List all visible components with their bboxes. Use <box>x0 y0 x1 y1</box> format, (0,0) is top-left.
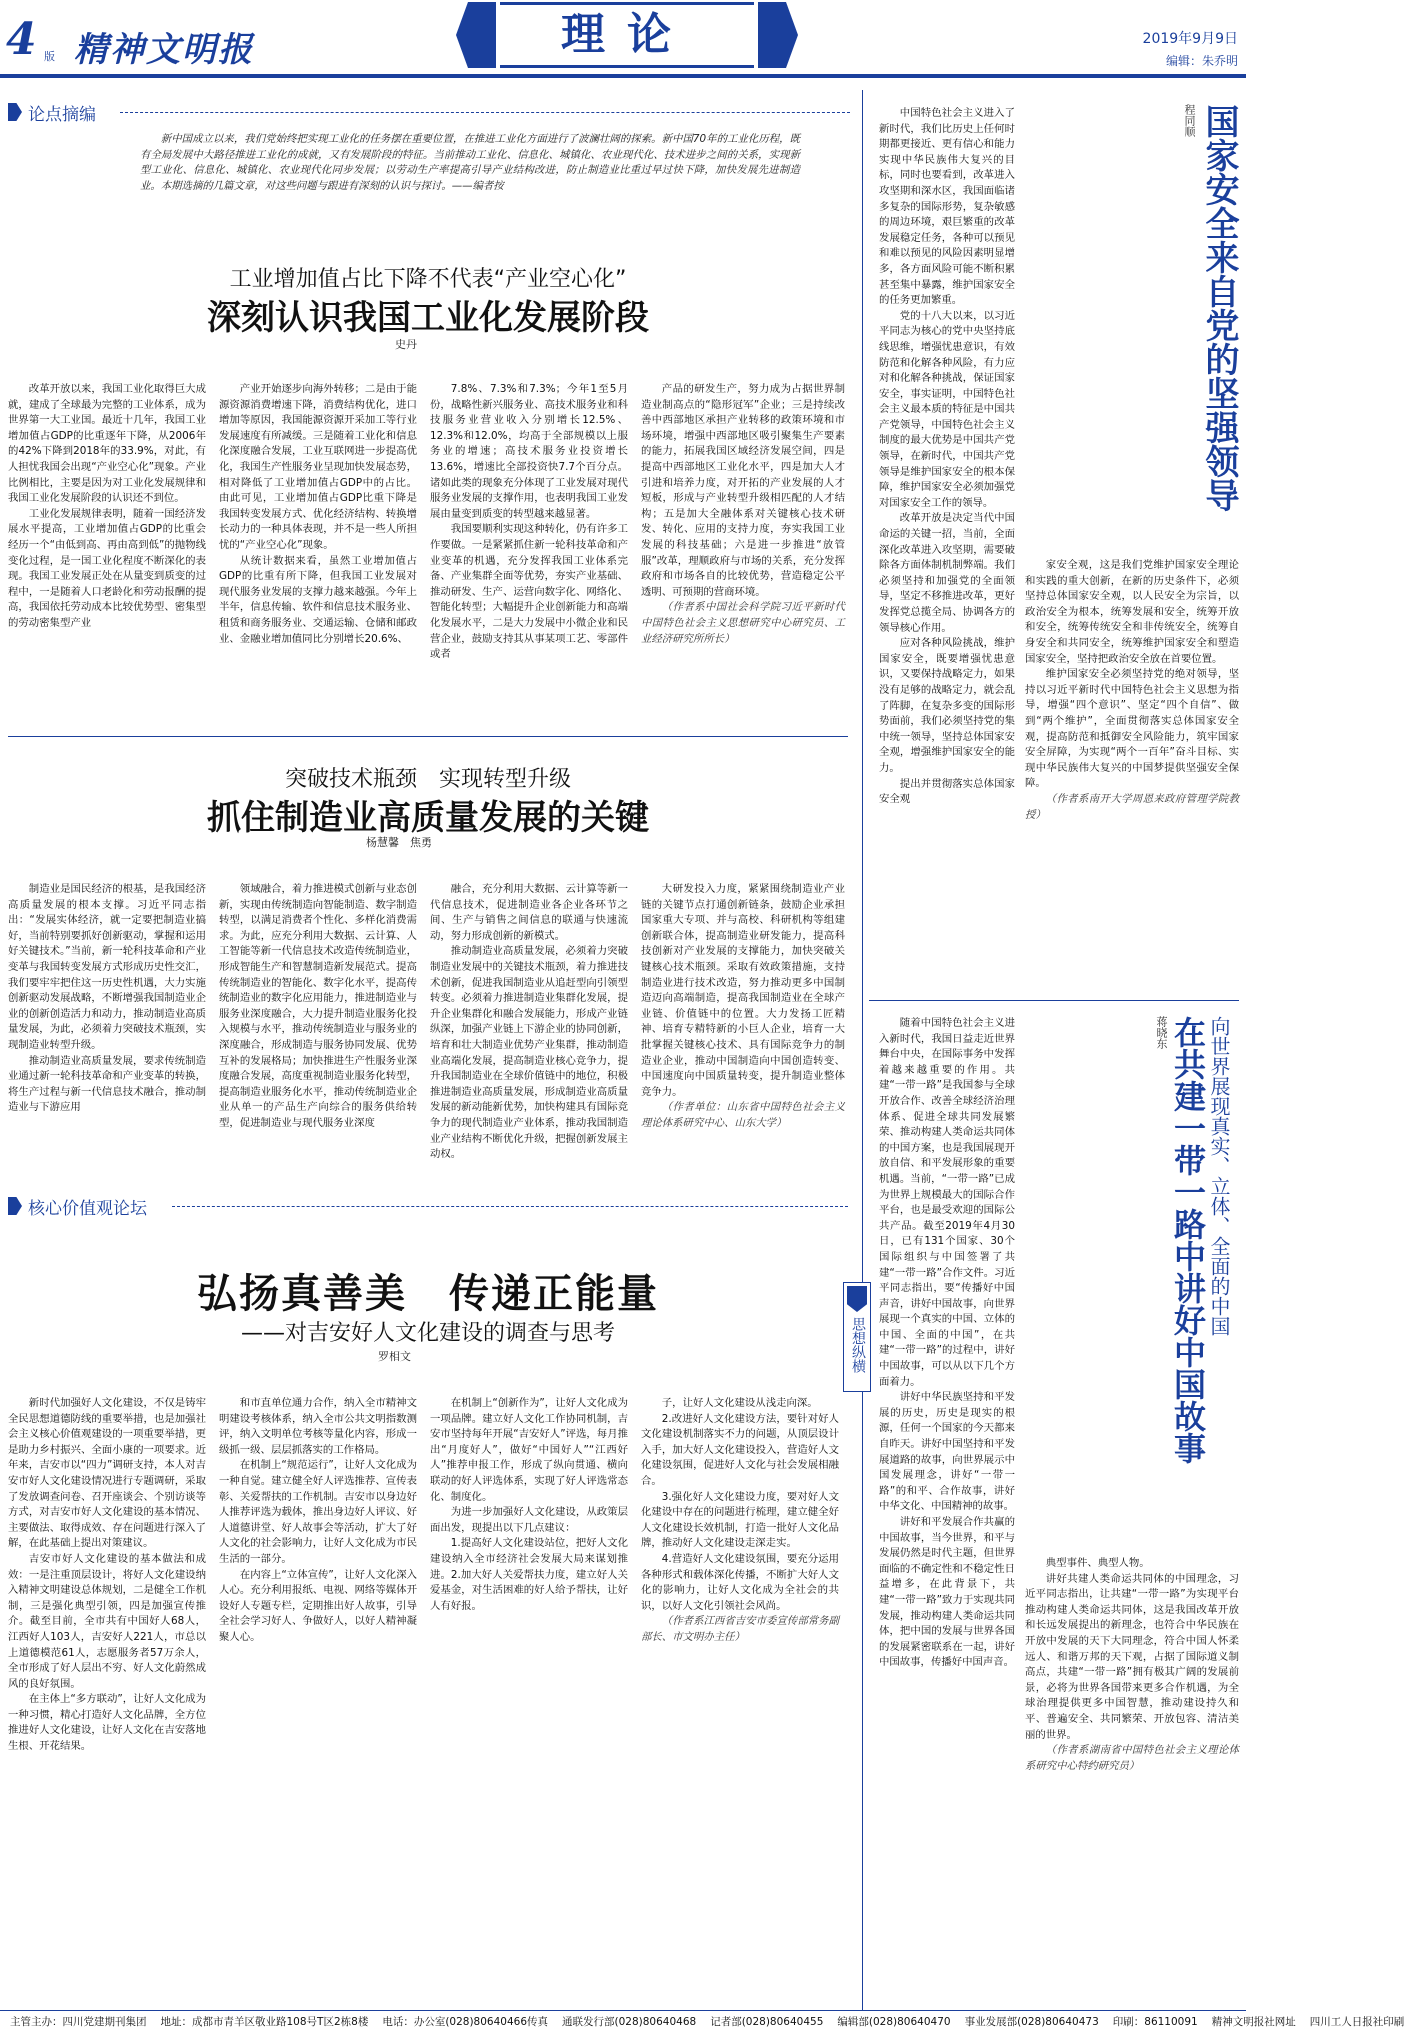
article3-col1 <box>8 1396 206 2004</box>
right-article1-col2 <box>1025 558 1239 986</box>
article2-col1 <box>8 882 206 1192</box>
right-arrow-icon <box>758 2 798 68</box>
paragraph: 推动制造业高质量发展，要求传统制造业通过新一轮科技革命和产业变革的转换，将生产过程与新一代信息技术融合，推动制造业与下游应用 <box>8 1054 206 1114</box>
footer-item: 四川工人日报社印刷 <box>1309 2016 1404 2028</box>
right-article2-kicker: 向世界展现真实、立体、全面的中国 <box>1207 1016 1231 1336</box>
masthead-rule <box>0 74 1246 78</box>
paragraph: 在机制上“规范运行”，让好人文化成为一种自觉。建立健全好人评选推荐、宣传表彰、关爱帮扶的工作机制。吉安市以身边好人推荐评选为载体，推出身边好人评议、好人道德讲堂、好人故事会等活动，扩大了好人文化的社会影响力，让好人文化成为市民生活的一部分。 <box>219 1459 417 1565</box>
footer-item: 主管主办：四川党建期刊集团 <box>10 2016 147 2028</box>
article2-byline: 杨慧馨 焦勇 <box>366 836 432 849</box>
right-article1-col1 <box>879 106 1015 986</box>
paragraph: 讲好共建人类命运共同体的中国理念，习近平同志指出，让共建“一带一路”为实现平台推动构建人类命运共同体，这是我国改革开放和长远发展提出的新理念，也符合中华民族在开放中发展的天下大同理念，符合中国人怀柔远人、和谐万邦的天下观，占据了国际道义制高点，共建“一带一路”拥有极其广阔的发展前景，必将为世界各国带来更多合作机遇，为全球治理提供更多中国智慧，推动建设持久和平、普遍安全、共同繁荣、开放包容、清洁美丽的世界。 <box>1025 1572 1239 1741</box>
section-banner <box>456 2 798 68</box>
footer <box>10 2014 1404 2029</box>
issue-date: 2019年9月9日 <box>1142 31 1238 47</box>
footer-rule <box>0 2010 1246 2011</box>
section-tag-hexin <box>8 1194 147 1218</box>
paragraph: 在机制上“创新作为”，让好人文化成为一项品牌。建立好人文化工作协同机制，吉安市坚持每年开展“吉安好人”评选，每月推出“月度好人”，做好“中国好人”“江西好人”推荐申报工作，形成了纵向贯通、横向联动的好人评选体系，实现了好人评选常态化、制度化。 <box>430 1397 628 1503</box>
author-note: （作者系南开大学周恩来政府管理学院教授） <box>1025 792 1239 821</box>
paragraph: 党的十八大以来，以习近平同志为核心的党中央坚持底线思维，增强忧患意识，有效防范和化解各种风险，有力应对和化解各种挑战，保证国家安全，事实证明，中国特色社会主义最本质的特征是中国共产党领导，中国特色社会主义制度的最大优势是中国共产党领导，在新时代，中国共产党领导是维护国家安全的根本保障，维护国家安全必须加强党对国家安全工作的领导。 <box>879 309 1015 509</box>
paragraph: 提出并贯彻落实总体国家安全观 <box>879 777 1015 806</box>
right-article2-col2 <box>1025 1556 1239 2000</box>
paragraph: 讲好和平发展合作共赢的中国故事，当今世界，和平与发展仍然是时代主题，但世界面临的不确定性和不稳定性日益增多，在此背景下，共建“一带一路”致力于实现共同发展，推动构建人类命运共同体，把中国的发展与世界各国的发展紧密联系在一起，讲好中国故事，传播好中国声音。 <box>879 1516 1015 1669</box>
footer-item: 事业发展部(028)80640473 <box>964 2016 1099 2028</box>
article1-col1 <box>8 382 206 698</box>
author-note: （作者系湖南省中国特色社会主义理论体系研究中心特约研究员） <box>1025 1744 1239 1772</box>
footer-item: 电话：办公室(028)80640466传真 <box>382 2016 549 2028</box>
article3-title: 弘扬真善美 传递正能量 <box>197 1271 659 1317</box>
footer-item: 地址：成都市青羊区敬业路108号T区2栋8楼 <box>160 2016 369 2028</box>
paragraph: 从统计数据来看，虽然工业增加值占GDP的比重有所下降，但我国工业发展对现代服务业发展的支撑力越来越强。今年上半年，信息传输、软件和信息技术服务业、租赁和商务服务业、交通运输、仓储和邮政业、金融业增加值同比分别增长20.6%、 <box>219 554 417 645</box>
author-note: （作者单位：山东省中国特色社会主义理论体系研究中心、山东大学） <box>641 1101 845 1129</box>
section-tag-label: 论点摘编 <box>28 104 96 125</box>
paragraph: 产品的研发生产，努力成为占据世界制造业制高点的“隐形冠军”企业；三是持续改善中西部地区承担产业转移的政策环境和市场环境，增强中西部地区吸引聚集生产要素的能力，拓展我国区域经济发展空间，四是提高中西部地区工业化水平，四是加大人才引进和培养力度，对开拓的产业发展的人才短板，形成与产业转型升级相匹配的人才结构；五是加大全融体系对关键核心技术研发、转化、应用的支持力度，夯实我国工业发展的科技基础；六是进一步推进“放管服”改革，理顺政府与市场的关系，充分发挥政府和市场各自的比较优势，营造稳定公平透明、可预期的营商环境。 <box>641 383 845 598</box>
page-number: 4 <box>6 14 37 65</box>
right-article2-title: 在共建一带一路中讲好中国故事 <box>1169 1016 1207 1464</box>
footer-item: 印刷：86110091 <box>1112 2016 1198 2028</box>
intro-text: 新中国成立以来，我们党始终把实现工业化的任务摆在重要位置，在推进工业化方面进行了波澜壮阔的探索。新中国70年的工业化历程，既有全局发展中大路径推进工业化的成就，又有发展阶段的特征。当前推动工业化、信息化、城镇化、农业现代化、技术进步之间的关系，实现新型工业化、信息化、城镇化、农业现代化同步发展；以劳动生产率提高引导产业结构改进，防止制造业比重过早过快下降，加快发展先进制造业。本期选摘的几篇文章，对这些问题与跟进有深刻的认识与探讨。——编者按 <box>140 133 800 192</box>
article2-col4 <box>641 882 845 1192</box>
paragraph: 1.提高好人文化建设站位，把好人文化建设纳入全市经济社会发展大局来谋划推进。2.加大好人关爱帮扶力度，建立好人关爱基金，对生活困难的好人给予帮扶，让好人有好报。 <box>430 1537 628 1612</box>
page-ban-label: 版 <box>44 50 55 63</box>
section-tag-label: 核心价值观论坛 <box>28 1198 147 1219</box>
paragraph: 产业开始逐步向海外转移；二是由于能源资源消费增速下降，消费结构优化，进口增加等原因，我国能源资源开采加工等行业发展速度有所减缓。三是随着工业化和信息化深度融合发展，工业互联网进一步提高优化，我国生产性服务业呈现加快发展态势，相对降低了工业增加值占GDP中的占比。由此可见，工业增加值占GDP比重下降是我国转变发展方式、优化经济结构、转换增长动力的一种具体表现，并不是一些人所担忧的“产业空心化”现象。 <box>219 383 417 551</box>
paragraph: 子，让好人文化建设从浅走向深。 <box>661 1397 818 1409</box>
paragraph: 随着中国特色社会主义进入新时代，我国日益走近世界舞台中央，在国际事务中发挥着越来越重要的作用。共建“一带一路”是我国参与全球开放合作、改善全球经济治理体系、促进全球共同发展繁荣、推动构建人类命运共同体的中国方案，也是我国展现开放自信、和平发展形象的重要机遇。当前，“一带一路”已成为世界上规模最大的国际合作平台，也是最受欢迎的国际公共产品。截至2019年4月30日，已有131个国家、30个国际组织与中国签署了共建“一带一路”合作文件。习近平同志指出，要“传播好中国声音，讲好中国故事，向世界展现一个真实的中国、立体的中国、全面的中国”，在共建“一带一路”的过程中，讲好中国故事，可以从以下几个方面着力。 <box>879 1017 1015 1388</box>
paragraph: 7.8%、7.3%和7.3%；今年1至5月份，战略性新兴服务业、高技术服务业和科技服务业营业收入分别增长12.5%、12.3%和12.0%，均高于全部规模以上服务业的增速；高技术服务业投资增长13.6%，增速比全部投资快7.7个百分点。诸如此类的现象充分体现了工业发展对现代服务业发展的支撑作用，也表明我国工业发展由量变到质变的转型越来越显著。 <box>430 383 628 520</box>
right-divider <box>869 1000 1239 1001</box>
masthead <box>0 0 1246 80</box>
article2-col3 <box>430 882 628 1192</box>
author-note: （作者系江西省吉安市委宣传部常务副部长、市文明办主任） <box>641 1615 839 1643</box>
left-arrow-icon <box>456 2 496 68</box>
paragraph: 改革开放是决定当代中国命运的关键一招，当前，全面深化改革进入攻坚期，需要破除各方面体制机制弊端。我们必须坚持和加强党的全面领导，坚定不移推进改革，更好发挥党总揽全局、协调各方的领导核心作用。 <box>879 512 1015 634</box>
section-tag-sixiang <box>843 1282 871 1392</box>
paragraph: 家安全观，这是我们党维护国家安全理论和实践的重大创新，在新的历史条件下，必须坚持总体国家安全观，以人民安全为宗旨，以政治安全为根本，统筹发展和安全，统筹开放和安全，统筹传统安全和非传统安全，统筹自身安全和共同安全，统筹维护国家安全和塑造国家安全，坚持把政治安全放在首要位置。 <box>1025 559 1239 665</box>
paragraph: 在主体上“多方联动”，让好人文化成为一种习惯，精心打造好人文化品牌，全方位推进好人文化建设，让好人文化在吉安落地生根、开花结果。 <box>8 1693 206 1753</box>
article3-col4 <box>641 1396 839 2004</box>
article-divider <box>8 736 848 737</box>
article3-col3 <box>430 1396 628 2004</box>
paragraph: 制造业是国民经济的根基，是我国经济高质量发展的根本支撑。习近平同志指出：“发展实体经济，就一定要把制造业搞好，当前特别要抓好创新驱动，掌握和运用好关键技术。”当前，新一轮科技革命和产业变革与我国转变发展方式形成历史性交汇，我们要牢牢把住这一历史性机遇，大力实施创新驱动发展战略，不断增强我国制造业企业的创新创造活力和动力，推动制造业高质量发展，为此，必须着力突破技术瓶颈，实现制造业转型升级。 <box>8 883 206 1051</box>
article1-byline: 史丹 <box>395 338 417 351</box>
paragraph: 领域融合，着力推进模式创新与业态创新，实现由传统制造向智能制造、数字制造转型，以满足消费者个性化、多样化消费需求。为此，应充分利用大数据、云计算、人工智能等新一代信息技术改造传统制造业，形成智能生产和智慧制造新发展范式。提高传统制造业的智能化、数字化水平，提高传统制造业的数字化应用能力，推进制造业与服务业深度融合，大力提升制造业服务化投入规模与水平，推动传统制造业与服务业的深度融合，形成制造与服务协同发展、优势互补的发展格局；加快推进生产性服务业深度融合发展，高度重视制造业服务化转型，提高制造业服务化水平，推动传统制造业企业从单一的产品生产向综合的服务供给转型，促进制造业与现代服务业深度 <box>219 883 417 1129</box>
paragraph: 和市直单位通力合作，纳入全市精神文明建设考核体系，纳入全市公共文明指数测评，纳入文明单位考核等量化内容，形成一级抓一级、层层抓落实的工作格局。 <box>219 1397 417 1456</box>
editor-intro <box>140 132 800 194</box>
right-article2-col1 <box>879 1016 1015 2000</box>
issue-editor: 编辑：朱乔明 <box>1165 54 1238 68</box>
arrow-marker-icon <box>8 1197 22 1215</box>
flag-marker-icon <box>847 1286 867 1312</box>
paragraph: 维护国家安全必须坚持党的绝对领导，坚持以习近平新时代中国特色社会主义思想为指导，增强“四个意识”、坚定“四个自信”、做到“两个维护”，全面贯彻落实总体国家安全观，提高防范和抵御安全风险能力，筑牢国家安全屏障，为实现“两个一百年”奋斗目标、实现中华民族伟大复兴的中国梦提供坚强安全保障。 <box>1025 668 1239 790</box>
paragraph: 应对各种风险挑战，维护国家安全，既要增强忧患意识，又要保持战略定力，如果没有足够的战略定力，就会乱了阵脚，在复杂多变的国际形势面前，我们必须坚持党的集中统一领导，坚持总体国家安全观，增强维护国家安全的能力。 <box>879 637 1015 774</box>
right-column <box>862 90 1242 2010</box>
article1-col3 <box>430 382 628 698</box>
section-tag-label: 思想纵横 <box>850 1317 866 1373</box>
right-article2-author: 蒋晓东 <box>1155 1016 1168 1049</box>
article1-col4 <box>641 382 845 698</box>
section-rule <box>172 1206 848 1207</box>
section-title: 理论 <box>500 2 754 68</box>
right-article1-author: 程同顺 <box>1183 104 1196 137</box>
paragraph: 中国特色社会主义进入了新时代，我们比历史上任何时期都更接近、更有信心和能力实现中华民族伟大复兴的目标，同时也要看到，改革进入攻坚期和深水区，我国面临诸多复杂的国际形势，复杂敏感的周边环境，艰巨繁重的改革发展稳定任务，各种可以预见和难以预见的风险因素明显增多，各方面风险可能不断积累甚至集中暴露，维护国家安全的任务更加繁重。 <box>879 107 1015 307</box>
paragraph: 我国要顺利实现这种转化，仍有许多工作要做。一是紧紧抓住新一轮科技革命和产业变革的机遇，充分发挥我国工业体系完备、产业集群全面等优势，夯实产业基础、推动研发、生产、运营向数字化、网络化、智能化转型；大幅提升企业创新能力和高端化发展水平，二是大力发展中小微企业和民营企业，鼓励支持其从事某项工艺、零部件或者 <box>430 523 628 661</box>
paragraph: 改革开放以来，我国工业化取得巨大成就，建成了全球最为完整的工业体系，成为世界第一大工业国。最近十几年，我国工业增加值占GDP的比重逐年下降，从2006年的42%下降到2018年的33.9%，对此，有人担忧我国会出现“产业空心化”现象。产业比例相比，主要是因为对工业化发展规律和我国工业化发展阶段的认识还不到位。 <box>8 383 206 505</box>
article2-col2 <box>219 882 417 1192</box>
paragraph: 大研发投入力度，紧紧围绕制造业产业链的关键节点打通创新链条，鼓励企业承担国家重大专项、并与高校、科研机构等组建创新联合体，提高制造业研发能力，提高科技创新对产业发展的支撑能力，加快突破关键核心技术瓶颈。采取有效政策措施，支持制造业进行技术改造，努力推动更多中国制造迈向高端制造，提高我国制造业在全球产业链、价值链中的位置。大力发扬工匠精神、培育专精特新的小巨人企业，培育一大批掌握关键核心技术、具有国际竞争力的制造业企业，推动中国制造向中国创造转变、中国速度向中国质量转变，提升制造业整体竞争力。 <box>641 883 845 1098</box>
article1-col2 <box>219 382 417 698</box>
paragraph: 为进一步加强好人文化建设，从政策层面出发，现提出以下几点建议： <box>430 1506 628 1534</box>
author-note: （作者系中国社会科学院习近平新时代中国特色社会主义思想研究中心研究员、工业经济研究所所长） <box>641 601 845 645</box>
footer-item: 通联发行部(028)80640468 <box>562 2016 697 2028</box>
footer-item: 编辑部(028)80640470 <box>837 2016 951 2028</box>
footer-item: 精神文明报社网址 <box>1211 2016 1296 2028</box>
paragraph: 4.营造好人文化建设氛围，要充分运用各种形式和载体深化传播，不断扩大好人文化的影响力，让好人文化成为全社会的共识，以好人文化引领社会风尚。 <box>641 1552 839 1612</box>
article3-subtitle: ——对吉安好人文化建设的调查与思考 <box>240 1321 615 1346</box>
paper-name-logo: 精神文明报 <box>74 30 254 70</box>
article3-col2 <box>219 1396 417 2004</box>
article2-title: 抓住制造业高质量发展的关键 <box>207 798 649 838</box>
paragraph: 3.强化好人文化建设力度，要对好人文化建设中存在的问题进行梳理，建立健全好人文化建设长效机制，打造一批好人文化品牌，推动好人文化建设走深走实。 <box>641 1490 839 1550</box>
right-article1-title: 国家安全来自党的坚强领导 <box>1199 104 1239 512</box>
paragraph: 吉安市好人文化建设的基本做法和成效：一是注重顶层设计，将好人文化建设纳入精神文明建设总体规划，二是健全工作机制，三是强化典型引领，四是加强宣传推介。截至目前，全市共有中国好人68人，江西好人103人，吉安好人221人，市总以上道德模范61人，志愿服务者57万余人，全市形成了好人层出不穷、好人文化蔚然成风的良好氛围。 <box>8 1552 206 1690</box>
article3-byline: 罗相文 <box>378 1350 411 1363</box>
paragraph: 新时代加强好人文化建设，不仅是铸牢全民思想道德防线的重要举措，也是加强社会主义核心价值观建设的一项重要举措，更是助力乡村振兴、全面小康的一项要求。近年来，吉安市以“四力”调研支持，本人对吉安市好人文化建设情况进行专题调研，采取了发放调查问卷、召开座谈会、个别访谈等方式，对吉安市好人文化建设的基本情况、主要做法、取得成效、存在问题进行深入了解，在此基础上提出对策建议。 <box>8 1397 206 1550</box>
paragraph: 在内容上“立体宣传”，让好人文化深入人心。充分利用报纸、电视、网络等媒体开设好人专题专栏，定期推出好人故事，引导全社会学习好人、争做好人，以好人精神凝聚人心。 <box>219 1568 417 1643</box>
article1-title: 深刻认识我国工业化发展阶段 <box>207 298 649 338</box>
paragraph: 2.改进好人文化建设方法，要针对好人文化建设机制落实不力的问题，从顶层设计入手，加大好人文化建设投入，营造好人文化建设氛围，促进好人文化与社会发展相融合。 <box>641 1412 839 1487</box>
article1-kicker: 工业增加值占比下降不代表“产业空心化” <box>229 267 627 292</box>
paragraph: 讲好中华民族坚持和平发展的历史，历史是现实的根源，任何一个国家的今天都来自昨天。讲好中国坚持和平发展道路的故事，向世界展示中国发展理念，讲好“一带一路”的和平、合作故事，讲好中华文化、中国精神的故事。 <box>879 1391 1015 1513</box>
section-tag-lundian <box>8 100 96 124</box>
footer-item: 记者部(028)80640455 <box>710 2016 824 2028</box>
section-rule <box>120 112 850 113</box>
paragraph: 工业化发展规律表明，随着一国经济发展水平提高，工业增加值占GDP的比重会经历一个“由低到高、再由高到低”的抛物线变化过程，是一国工业化程度不断深化的表现。我国工业发展正处在从量变到质变的过程中，一是随着人口老龄化和劳动报酬的提高，我国依托劳动成本比较优势型、密集型的劳动密集型产业 <box>8 507 206 629</box>
paragraph: 典型事件、典型人物。 <box>1045 1557 1150 1569</box>
arrow-marker-icon <box>8 103 22 121</box>
paragraph: 推动制造业高质量发展，必须着力突破制造业发展中的关键技术瓶颈，着力推进技术创新，促进我国制造业从追赶型向引领型转变。必须着力推进制造业集群化发展，提升企业集群化和融合发展能力，形成产业链纵深，加强产业链上下游企业的协同创新，培育和壮大制造业优势产业集群，推动制造业高端化发展，提高制造业核心竞争力，提升我国制造业在全球价值链中的地位，积极推进制造业高质量发展，形成制造业高质量发展的新动能新优势，加快构建具有国际竞争力的现代制造业产业体系，推动我国制造业产业结构不断优化升级，把握创新发展主动权。 <box>430 945 628 1161</box>
article2-kicker: 突破技术瓶颈 实现转型升级 <box>284 767 571 792</box>
paragraph: 融合，充分利用大数据、云计算等新一代信息技术，促进制造业各企业各环节之间、生产与销售之间信息的联通与快速流动，努力形成创新的新模式。 <box>430 883 628 942</box>
